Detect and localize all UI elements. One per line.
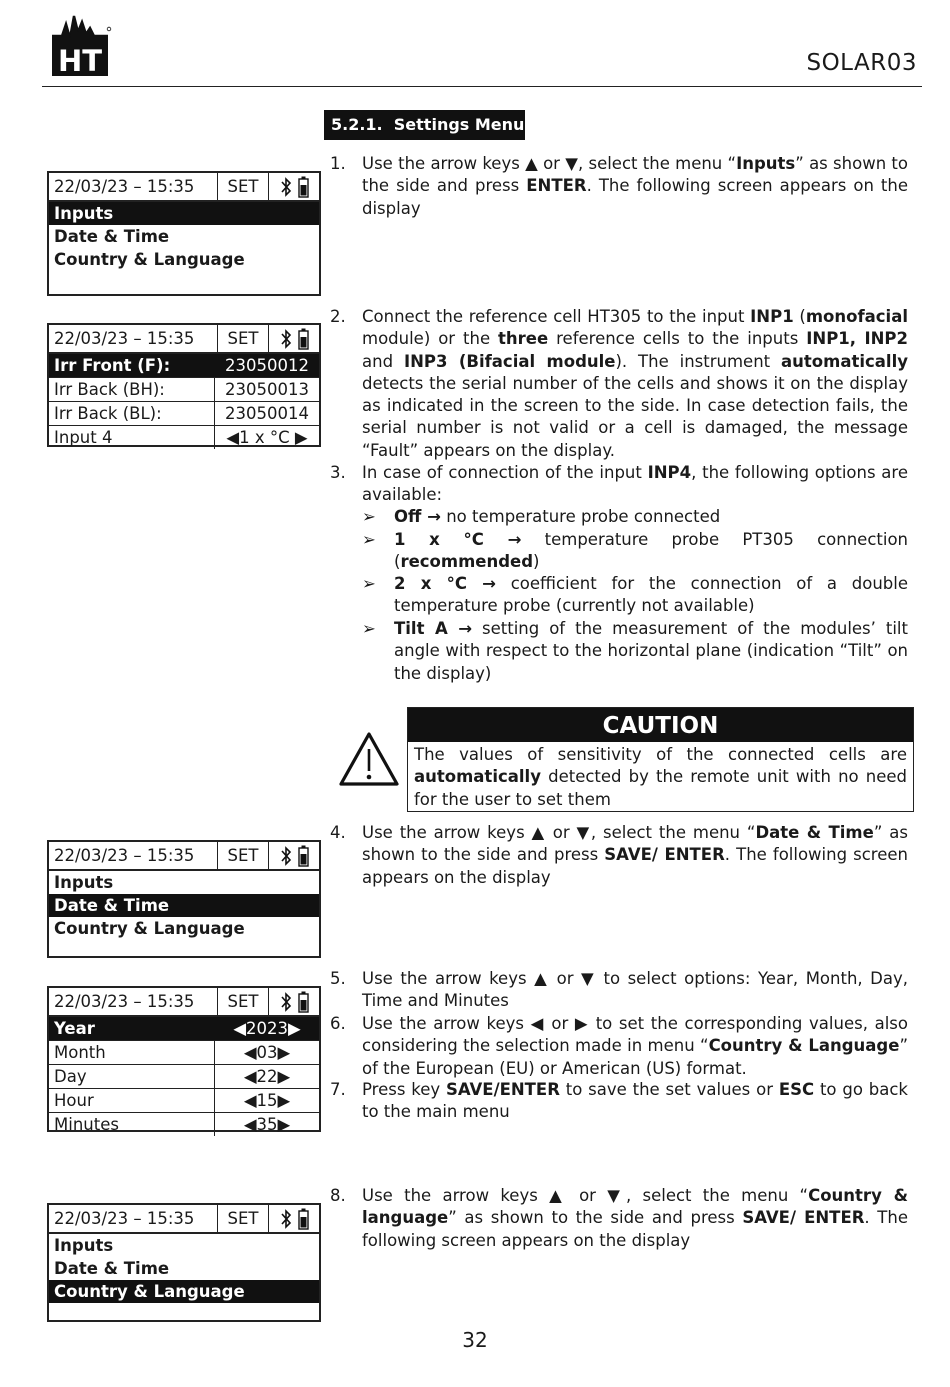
warning-icon [338,731,400,787]
battery-icon [298,1208,309,1230]
input-row-irr-back-bl[interactable]: Irr Back (BL): 23050014 [49,402,319,426]
setting-row-minutes[interactable]: Minutes ◀35▶ [49,1113,319,1136]
screen-set-label: SET [218,842,269,869]
bluetooth-icon [280,177,292,197]
screen-date-time-settings [47,986,321,1132]
screen-set-label: SET [218,1205,269,1232]
menu-item-country-language[interactable]: Country & Language [54,919,245,938]
option-off: ➢ Off → no temperature probe connected [362,507,721,526]
screen-datetime: 22/03/23 – 15:35 [49,988,218,1015]
option-tilt-a: ➢ Tilt A → setting of the measurement of the modules’ tilt angle with respect to the horizontal plane (indication “Tilt” on the display) [362,619,908,683]
screen-main-menu-inputs [47,171,321,296]
caution-text: The values of sensitivity of the connected cells are automatically detected by the remote unit with no need for the user to set them [414,745,907,809]
section-title: 5.2.1. Settings Menu [324,110,525,140]
menu-item-inputs[interactable]: Inputs [54,873,114,892]
step-1: 1. Use the arrow keys ▲ or ▼, select the menu “Inputs” as shown to the side and press ENTER. The following screen appears on the display [330,154,908,218]
step-5: 5. Use the arrow keys ▲ or ▼ to select options: Year, Month, Day, Time and Minutes [330,969,908,1011]
menu-item-inputs[interactable]: Inputs [54,1236,114,1255]
menu-item-inputs[interactable]: Inputs [49,202,319,225]
battery-icon [298,845,309,867]
menu-item-date-time[interactable]: Date & Time [54,227,170,246]
battery-icon [298,176,309,198]
step-6: 6. Use the arrow keys ◀ or ▶ to set the corresponding values, also considering the selection made in menu “Country & Language” of the European (EU) or American (US) format. [330,1014,909,1078]
setting-row-month[interactable]: Month ◀03▶ [49,1041,319,1065]
screen-set-label: SET [218,988,269,1015]
option-1xc: ➢ 1 x °C → temperature probe PT305 connection (recommended) [362,530,908,572]
screen-datetime: 22/03/23 – 15:35 [49,842,218,869]
screen-header [49,1205,319,1234]
step-2: 2. Connect the reference cell HT305 to the input INP1 (monofacial module) or the three reference cells to the inputs INP1, INP2 and INP3 (Bifacial module). The instrument automatically detects the serial number of the cells and shows it on the display as indicated in the screen to the side. In case detection fails, the serial number is not valid or a cell is damaged, the message “Fault” appears on the display. [330,307,908,460]
screen-header [49,325,319,354]
screen-main-menu-date-time [47,840,321,958]
screen-datetime: 22/03/23 – 15:35 [49,173,218,200]
step-3: 3. In case of connection of the input INP4, the following options are available: [330,463,908,505]
caution-box [407,707,914,812]
bluetooth-icon [280,329,292,349]
screen-header [49,988,319,1017]
screen-header [49,173,319,202]
screen-datetime: 22/03/23 – 15:35 [49,325,218,352]
menu-item-country-language[interactable]: Country & Language [54,250,245,269]
page-number: 32 [462,1328,488,1352]
bluetooth-icon [280,992,292,1012]
screen-header [49,842,319,871]
step-4: 4. Use the arrow keys ▲ or ▼, select the menu “Date & Time” as shown to the side and press SAVE/ ENTER. The following screen appears on the display [330,823,908,887]
screen-set-label: SET [218,325,269,352]
step-8: 8. Use the arrow keys ▲ or ▼, select the menu “Country & language” as shown to the side and press SAVE/ ENTER. The following screen appears on the display [330,1186,908,1250]
setting-row-year[interactable]: Year ◀2023▶ [49,1017,319,1041]
header-rule [42,86,922,87]
menu-item-date-time[interactable]: Date & Time [49,894,319,917]
menu-item-country-language[interactable]: Country & Language [49,1280,319,1303]
menu-item-date-time[interactable]: Date & Time [54,1259,170,1278]
input-row-irr-front[interactable]: Irr Front (F): 23050012 [49,354,319,378]
battery-icon [298,328,309,350]
screen-datetime: 22/03/23 – 15:35 [49,1205,218,1232]
screen-set-label: SET [218,173,269,200]
screen-main-menu-country-language [47,1203,321,1322]
caution-title: CAUTION [408,708,913,742]
input-row-irr-back-bh[interactable]: Irr Back (BH): 23050013 [49,378,319,402]
bluetooth-icon [280,1209,292,1229]
setting-row-day[interactable]: Day ◀22▶ [49,1065,319,1089]
option-2xc: ➢ 2 x °C → coefficient for the connection of a double temperature probe (currently not available) [362,574,908,616]
ht-logo [48,10,112,78]
bluetooth-icon [280,846,292,866]
model-name: SOLAR03 [806,50,917,76]
screen-inputs [47,323,321,447]
svg-text:HT: HT [57,44,103,78]
battery-icon [298,991,309,1013]
step-7: 7. Press key SAVE/ENTER to save the set values or ESC to go back to the main menu [330,1080,908,1122]
input-row-input-4[interactable]: Input 4 ◀1 x °C ▶ [49,426,319,449]
setting-row-hour[interactable]: Hour ◀15▶ [49,1089,319,1113]
